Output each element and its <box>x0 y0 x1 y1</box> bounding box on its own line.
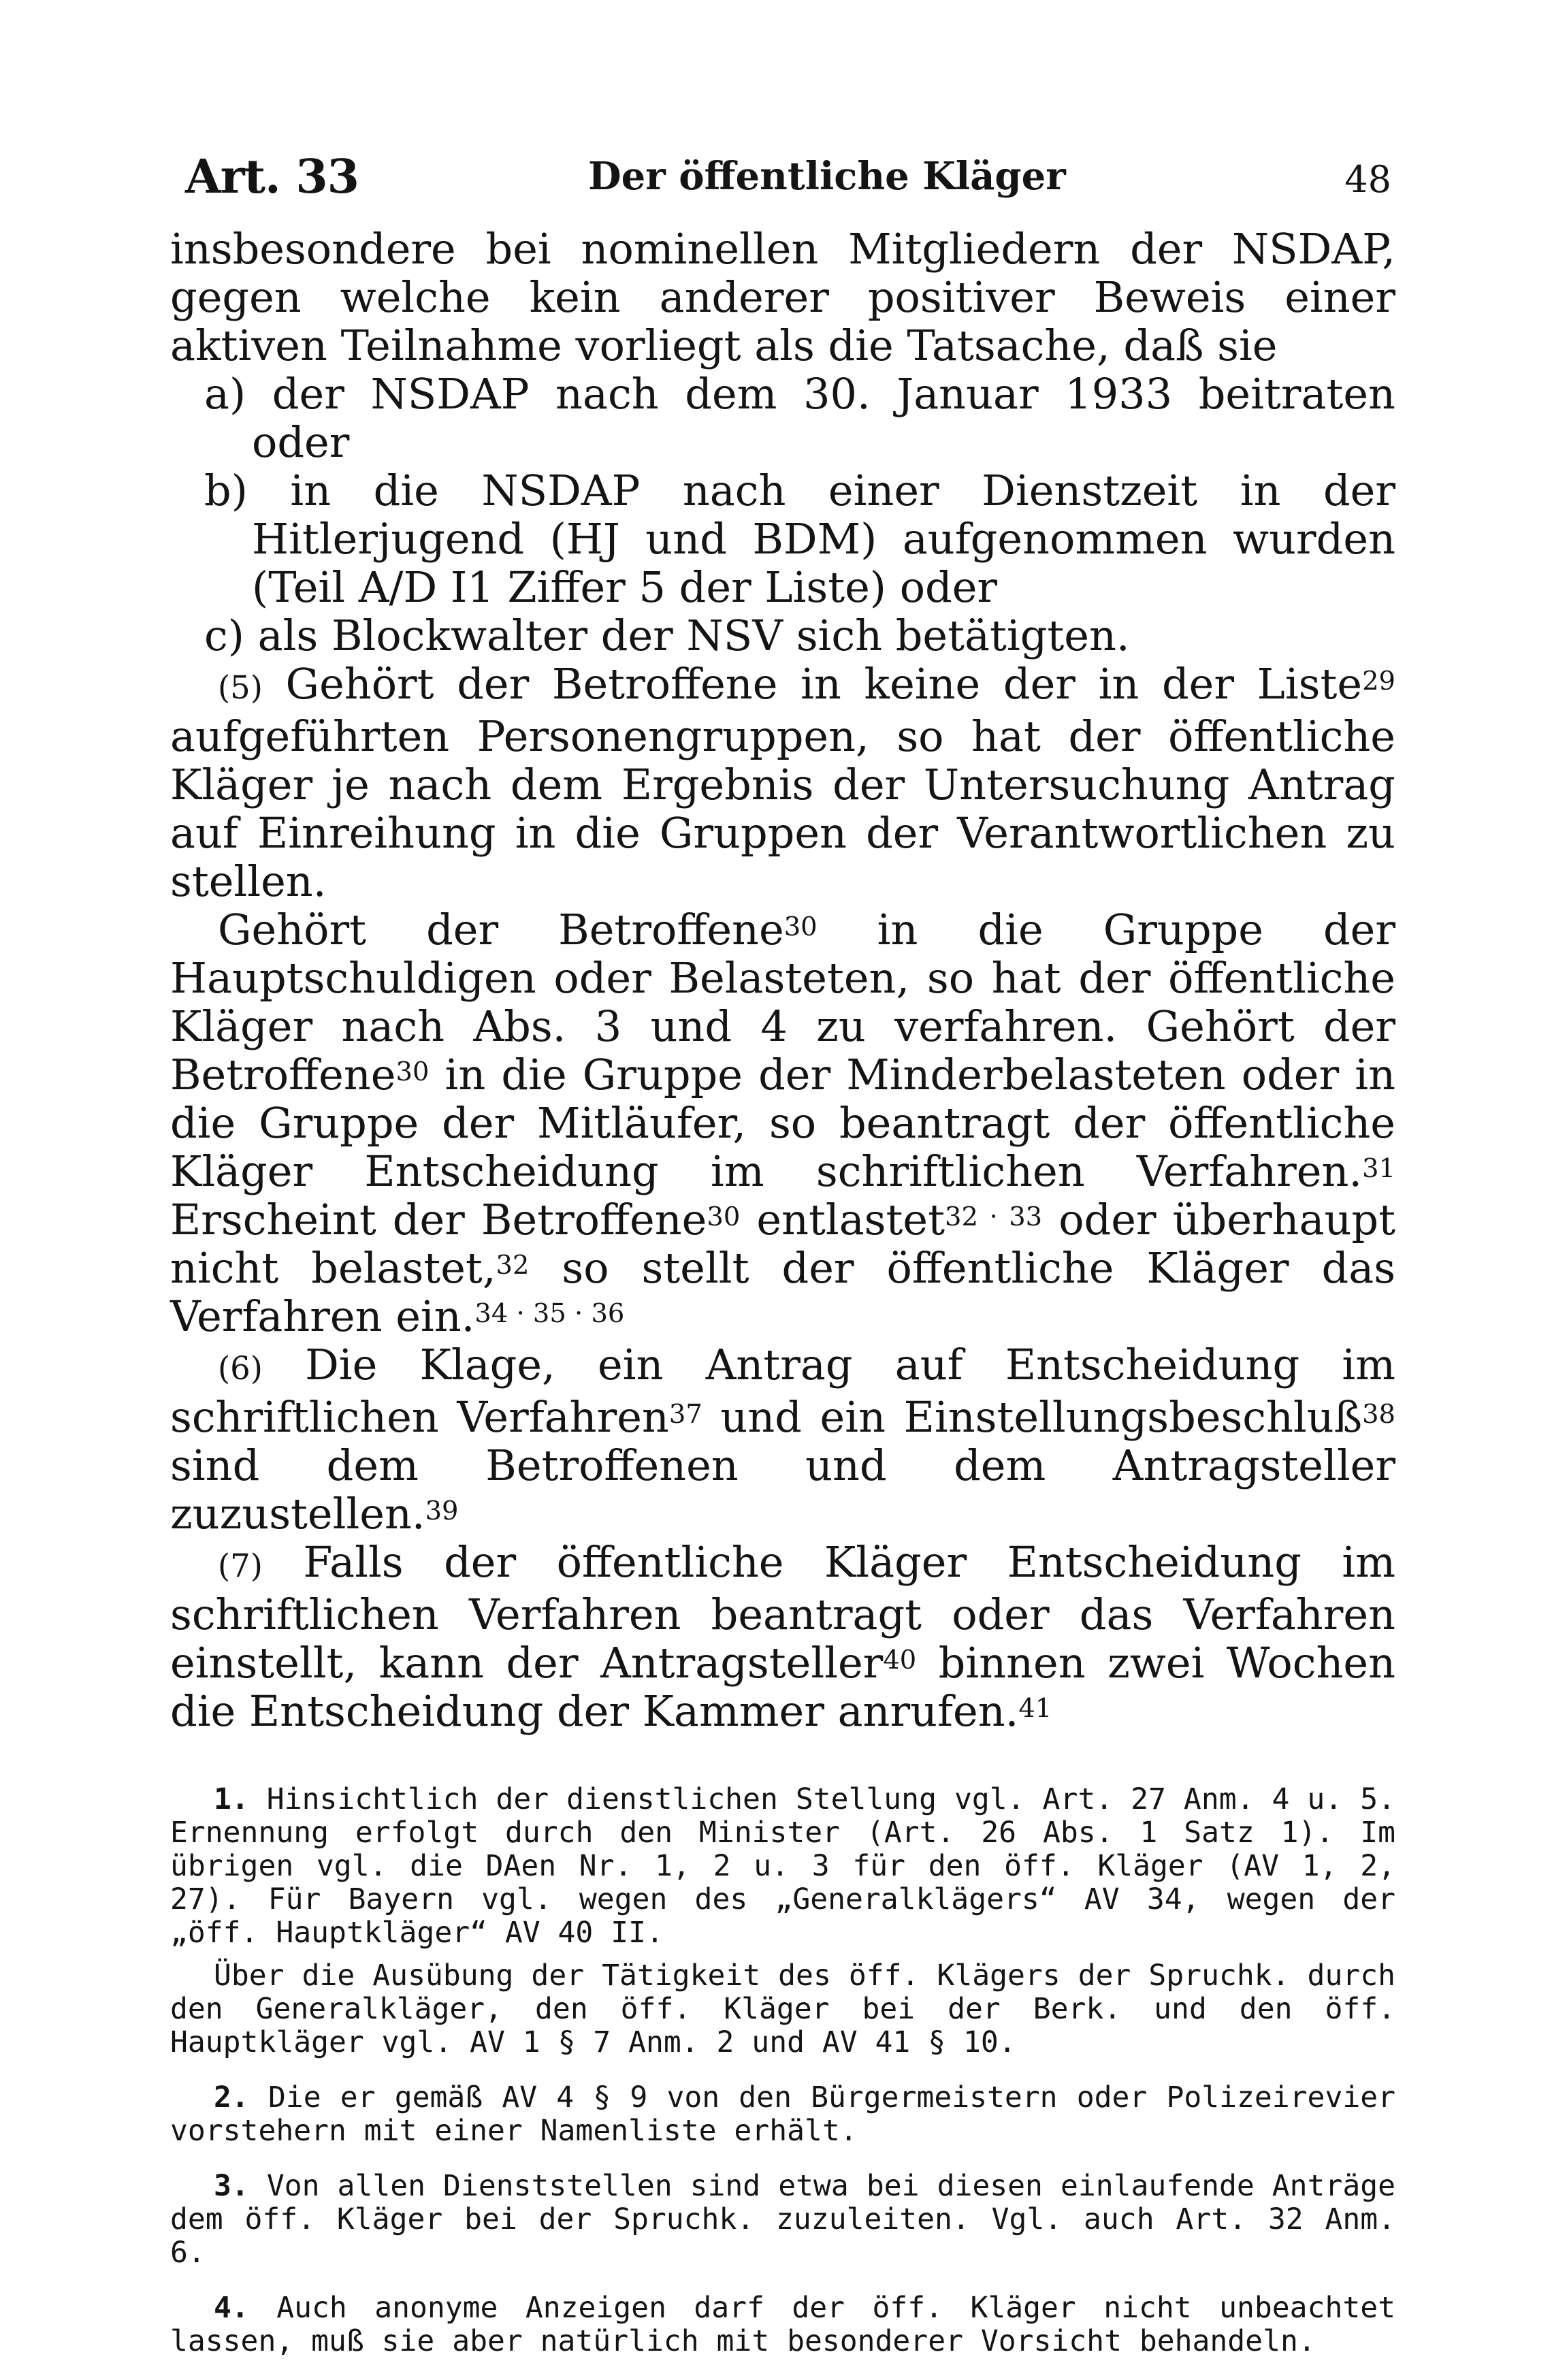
page-number: 48 <box>1344 158 1391 201</box>
paragraph-number: (5) <box>218 669 263 706</box>
text-run: Gehört der Betroffene in keine der in der Liste <box>262 659 1363 709</box>
footnote-ref: 40 <box>883 1644 917 1675</box>
paragraph-continuation: insbesondere bei nominellen Mitgliedern der NSDAP, gegen welche kein anderer positiver Beweis einer aktiven Teilnahme vorliegt als die Tatsache, daß sie <box>170 224 1395 370</box>
text-run: so stellt der öffentliche Kläger das Verfahren ein. <box>170 1243 1396 1341</box>
footnote-ref: 41 <box>1018 1692 1052 1724</box>
running-title: Der öffentliche Kläger <box>588 154 1066 199</box>
footnote-ref: 39 <box>425 1495 459 1526</box>
paragraph-7 <box>170 1538 1395 1735</box>
footnote-number: 3. <box>214 2169 249 2203</box>
footnote-ref: 30 <box>707 1201 741 1232</box>
text-run: Erscheint der Betroffene <box>170 1195 707 1244</box>
text-run: und ein Einstellungsbeschluß <box>702 1392 1363 1442</box>
footnote-3 <box>170 2170 1395 2270</box>
footnote-4 <box>170 2291 1395 2358</box>
footnotes <box>170 1783 1395 2358</box>
text-run: Falls der öffentliche Kläger Entscheidung im schriftlichen Verfahren beantragt oder das Verfahren einstellt, kann der Antragsteller <box>170 1537 1395 1688</box>
list-item-c: c) als Blockwalter der NSV sich betätigten. <box>204 611 1130 660</box>
footnote-1-continued <box>170 1959 1395 2059</box>
footnote-number: 2. <box>214 2080 249 2114</box>
footnote-number: 4. <box>214 2291 249 2325</box>
article-label: Art. 33 <box>185 150 359 204</box>
footnote-1 <box>170 1783 1395 1950</box>
book-page <box>170 136 1395 2380</box>
list-item-a: a) der NSDAP nach dem 30. Januar 1933 beitraten oder <box>204 369 1395 467</box>
footnote-ref: 32 <box>496 1249 530 1281</box>
text-run: sind dem Betroffenen und dem Antragsteller zuzustellen. <box>170 1441 1395 1539</box>
text-run: in die Gruppe der Minderbelasteten oder in die Gruppe der Mitläufer, so beantragt der öffentliche Kläger Entscheidung im schriftlichen Verfahren. <box>170 1050 1395 1196</box>
list-item-b: b) in die NSDAP nach einer Dienstzeit in der Hitlerjugend (HJ und BDM) aufgenommen wurden (Teil A/D I1 Ziffer 5 der Liste) oder <box>204 466 1395 612</box>
text-run: in die Gruppe der Hauptschuldigen oder Belasteten, so hat der öffentliche Kläger nach Abs. 3 und 4 zu verfahren. Gehört der Betroffene <box>170 905 1395 1099</box>
paragraph-6 <box>170 1340 1395 1538</box>
text-run: binnen zwei Wochen die Entscheidung der Kammer anrufen. <box>170 1638 1395 1736</box>
paragraph-5-continued <box>170 905 1395 1340</box>
paragraph-number: (7) <box>218 1547 263 1584</box>
footnote-ref: 37 <box>668 1398 702 1430</box>
footnote-text: Über die Ausübung der Tätigkeit des öff. Klägers der Spruchk. durch den Generalkläger, den öff. Kläger bei der Berk. und den öff. Hauptkläger vgl. AV 1 § 7 Anm. 2 und AV 41 § 10. <box>170 1959 1395 2059</box>
footnote-text: Die er gemäß AV 4 § 9 von den Bürgermeistern oder Polizeirevier vorstehern mit einer Namenliste erhält. <box>170 2080 1395 2148</box>
text-run: oder überhaupt nicht belastet, <box>170 1195 1395 1293</box>
footnote-ref: 31 <box>1362 1153 1395 1184</box>
paragraph-number: (6) <box>218 1350 263 1387</box>
footnote-ref: 30 <box>395 1056 430 1087</box>
footnote-text: Auch anonyme Anzeigen darf der öff. Kläger nicht unbeachtet lassen, muß sie aber natürlich mit besonderer Vorsicht behandeln. <box>170 2291 1395 2358</box>
footnote-text: Hinsichtlich der dienstlichen Stellung vgl. Art. 27 Anm. 4 u. 5. Ernennung erfolgt durch den Minister (Art. 26 Abs. 1 Satz 1). Im übrigen vgl. die DAen Nr. 1, 2 u. 3 für den öff. Kläger (AV 1, 2, 27). Für Bayern vgl. wegen des „Generalklägers“ AV 34, wegen der „öff. Hauptkläger“ AV 40 II. <box>170 1782 1395 1950</box>
footnote-ref: 29 <box>1362 665 1395 696</box>
paragraph-5 <box>170 660 1395 905</box>
footnote-ref: 32 · 33 <box>945 1201 1043 1232</box>
footnote-ref: 30 <box>783 911 818 942</box>
footnote-number: 1. <box>214 1782 249 1816</box>
text-run: entlastet <box>740 1195 945 1244</box>
footnote-text: Von allen Dienststellen sind etwa bei diesen einlaufende Anträge dem öff. Kläger bei der Spruchk. zuzuleiten. Vgl. auch Art. 32 Anm. 6. <box>170 2169 1395 2270</box>
text-run: Die Klage, ein Antrag auf Entscheidung im schriftlichen Verfahren <box>170 1340 1395 1442</box>
footnote-ref: 38 <box>1362 1398 1395 1430</box>
footnote-2 <box>170 2081 1395 2148</box>
main-text <box>170 225 1395 1735</box>
running-head <box>170 136 1395 211</box>
footnote-ref: 34 · 35 · 36 <box>474 1298 625 1329</box>
text-run: Gehört der Betroffene <box>218 905 784 954</box>
text-run: aufgeführten Personengruppen, so hat der öffentliche Kläger je nach dem Ergebnis der Untersuchung Antrag auf Einreihung in die Gruppen der Verantwortlichen zu stellen. <box>170 711 1395 906</box>
